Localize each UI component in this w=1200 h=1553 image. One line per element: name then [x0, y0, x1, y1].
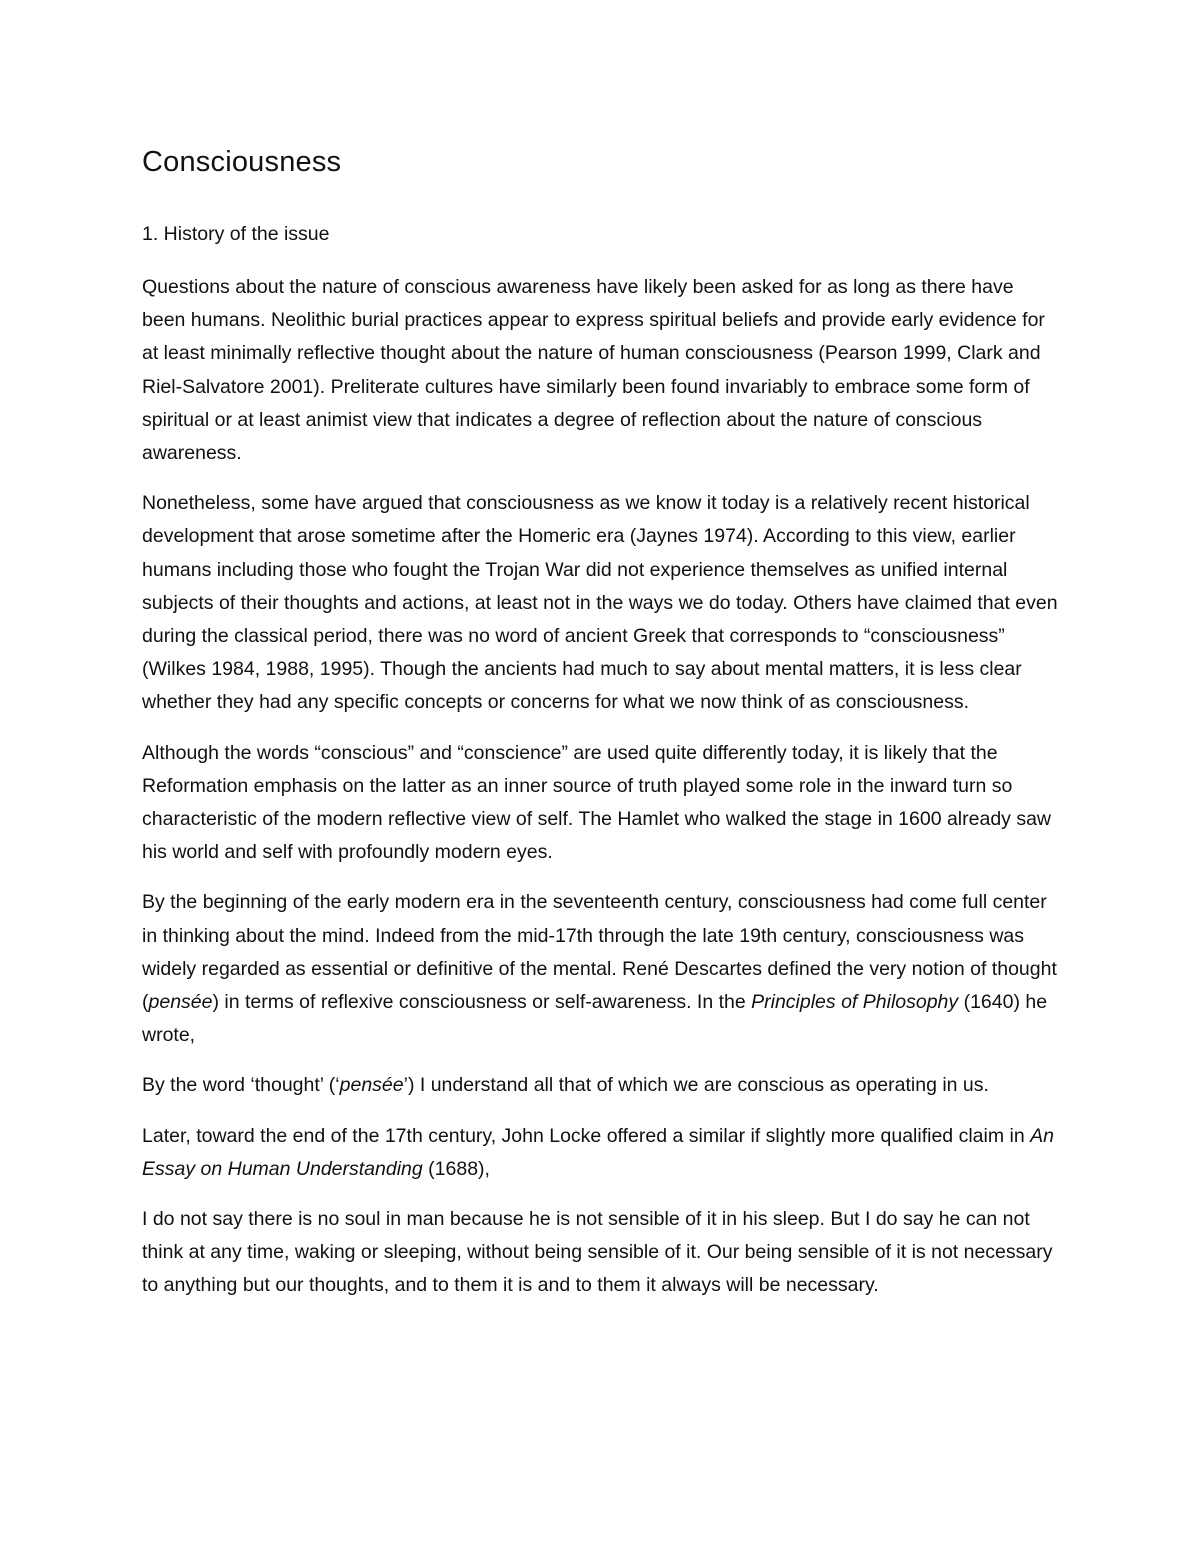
quote-descartes-text-2: ’) I understand all that of which we are conscious as operating in us. [403, 1074, 989, 1097]
paragraph-4-text-1: By the beginning of the early modern era in the seventeenth century, consciousness had come full center in thinking about the mind. Indeed from the mid-17th through the late 19th century, consciousness was widely regarded as essential or definitive of the mental. René Descartes defined the very notion of thought ( [142, 891, 1057, 1014]
paragraph-4-italic-pensee: pensée [148, 991, 213, 1014]
page-title: Consciousness [142, 146, 342, 178]
paragraph-4-text-3: (1640) he wrote, [142, 991, 1048, 1047]
paragraph-4 [142, 886, 1062, 1052]
quote-locke: I do not say there is no soul in man because he is not sensible of it in his sleep. But I do say he can not think at any time, waking or sleeping, without being sensible of it. Our being sensible of it is not necessary to anything but our thoughts, and to them it is and to them it always will be necessary. [142, 1208, 1053, 1297]
paragraph-5 [142, 1120, 1062, 1186]
quote-descartes-italic-pensee: pensée [339, 1074, 404, 1097]
paragraph-2: Nonetheless, some have argued that consciousness as we know it today is a relatively recent historical development that arose sometime after the Homeric era (Jaynes 1974). According to this view, earlier humans including those who fought the Trojan War did not experience themselves as unified internal subjects of their thoughts and actions, at least not in the ways we do today. Others have claimed that even during the classical period, there was no word of ancient Greek that corresponds to “consciousness” (Wilkes 1984, 1988, 1995). Though the ancients had much to say about mental matters, it is less clear whether they had any specific concepts or concerns for what we now think of as consciousness. [142, 492, 1058, 714]
section-heading: 1. History of the issue [142, 223, 330, 245]
paragraph-3: Although the words “conscious” and “conscience” are used quite differently today, it is likely that the Reformation emphasis on the latter as an inner source of truth played some role in the inward turn so characteristic of the modern reflective view of self. The Hamlet who walked the stage in 1600 already saw his world and self with profoundly modern eyes. [142, 741, 1052, 864]
quote-descartes [142, 1069, 1062, 1102]
paragraph-5-text-1: Later, toward the end of the 17th century, John Locke offered a similar if slightly more qualified claim in [142, 1124, 1031, 1147]
paragraph-5-italic-essay: An Essay on Human Understanding [142, 1124, 1054, 1180]
document-page [142, 140, 1062, 1320]
quote-descartes-text-1: By the word ‘thought’ (‘ [142, 1074, 340, 1097]
paragraph-1: Questions about the nature of conscious awareness have likely been asked for as long as there have been humans. Neolithic burial practices appear to express spiritual beliefs and provide early evidence for at least minimally reflective thought about the nature of human consciousness (Pearson 1999, Clark and Riel-Salvatore 2001). Preliterate cultures have similarly been found invariably to embrace some form of spiritual or at least animist view that indicates a degree of reflection about the nature of conscious awareness. [142, 276, 1045, 465]
paragraph-4-text-2: ) in terms of reflexive consciousness or self-awareness. In the [212, 991, 752, 1014]
paragraph-5-text-2: (1688), [422, 1157, 490, 1180]
paragraph-4-italic-principles: Principles of Philosophy [751, 991, 959, 1014]
